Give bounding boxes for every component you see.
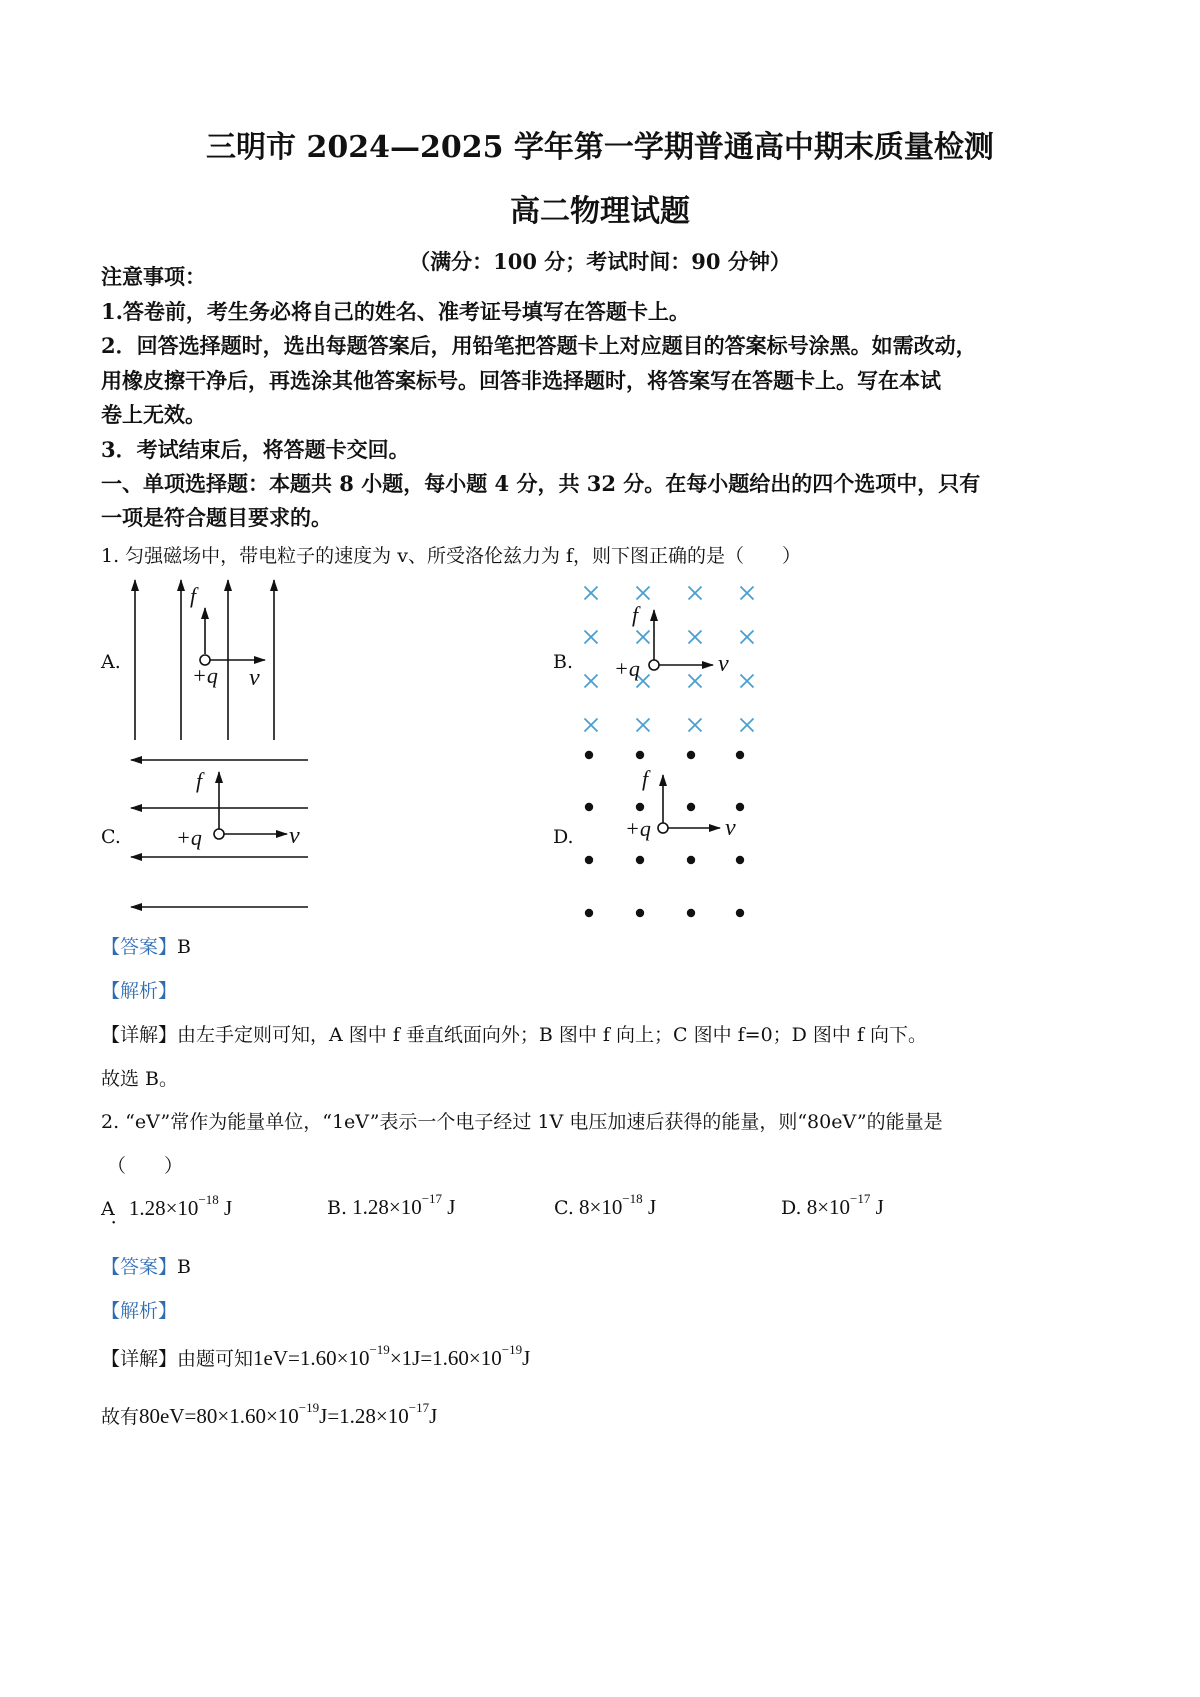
notice-item: 2．回答选择题时，选出每题答案后，用铅笔把答题卡上对应题目的答案标号涂黑。如需改动， — [101, 333, 977, 358]
conclusion-equation — [139, 1400, 438, 1428]
option-mantissa: 8×10 — [806, 1195, 851, 1219]
q1-stem: 1. 匀强磁场中，带电粒子的速度为 v、所受洛伦兹力为 f，则下图正确的是（ ） — [101, 545, 802, 567]
notice-item: 卷上无效。 — [101, 402, 206, 427]
field-into-page-cross — [585, 587, 598, 600]
q1-option-a-label: A. — [101, 651, 121, 673]
option-mantissa: 8×10 — [579, 1195, 623, 1219]
field-into-page-cross — [689, 675, 702, 688]
field-into-page-cross — [637, 719, 650, 732]
field-into-page-cross — [689, 719, 702, 732]
q2-detail — [101, 1344, 530, 1371]
charge-circle — [658, 823, 668, 833]
option-unit: J — [224, 1196, 233, 1220]
option-mantissa: 1.28×10 — [128, 1196, 199, 1220]
charge-label: +q — [625, 816, 651, 841]
notice-heading: 注意事项： — [101, 264, 206, 289]
eq-part: 1eV=1.60×10 — [253, 1346, 370, 1370]
option-exponent: −18 — [622, 1191, 643, 1206]
q1-option-d-label: D. — [553, 826, 574, 848]
velocity-label: v — [725, 815, 736, 841]
field-out-of-page-dot — [736, 856, 744, 864]
eq-exponent: −19 — [369, 1342, 390, 1357]
force-label: f — [642, 766, 649, 791]
velocity-label: v — [289, 823, 300, 849]
section-heading: 一、单项选择题：本题共 8 小题，每小题 4 分，共 32 分。在每小题给出的四个选项中，只有 — [101, 471, 981, 496]
eq-exponent: −19 — [501, 1342, 523, 1357]
field-out-of-page-dot — [687, 909, 695, 917]
option-label: A — [101, 1198, 115, 1220]
q2-stem-cont: （ ） — [107, 1155, 184, 1177]
q2-option-d — [781, 1191, 884, 1220]
option-exponent: −17 — [421, 1191, 443, 1206]
field-into-page-cross — [741, 587, 754, 600]
charge-label: +q — [192, 663, 218, 688]
q2-option-a — [101, 1192, 233, 1228]
eq-part: 80eV=80×1.60×10 — [139, 1404, 299, 1428]
detail-tag: 【详解】 — [101, 1348, 178, 1370]
field-out-of-page-dot — [736, 803, 744, 811]
velocity-label: v — [718, 651, 729, 677]
field-out-of-page-dot — [687, 856, 695, 864]
detail-tag: 【详解】 — [101, 1024, 178, 1046]
option-exponent: −17 — [850, 1191, 871, 1206]
eq-exponent: −19 — [298, 1400, 320, 1415]
field-into-page-cross — [741, 675, 754, 688]
field-out-of-page-dot — [736, 909, 744, 917]
eq-part: J=1.28×10 — [319, 1404, 409, 1428]
notice-item: 用橡皮擦干净后，再选涂其他答案标号。回答非选择题时，将答案写在答题卡上。写在本试 — [101, 368, 941, 393]
force-label: f — [196, 768, 203, 793]
exam-subtitle: 高二物理试题 — [510, 194, 690, 229]
velocity-label: v — [249, 665, 260, 691]
answer-value: B — [177, 1256, 191, 1278]
q2-option-b — [327, 1191, 456, 1220]
field-into-page-cross — [585, 675, 598, 688]
figure-d — [585, 751, 744, 917]
q1-conclusion: 故选 B。 — [101, 1068, 179, 1090]
field-out-of-page-dot — [636, 803, 644, 811]
answer-tag: 【答案】 — [101, 1256, 178, 1278]
q1-analysis-tag: 【解析】 — [101, 980, 178, 1002]
field-into-page-cross — [637, 631, 650, 644]
option-dot: ． — [110, 1206, 130, 1228]
field-out-of-page-dot — [585, 751, 593, 759]
option-unit: J — [875, 1195, 884, 1219]
q2-stem: 2. “eV”常作为能量单位，“1eV”表示一个电子经过 1V 电压加速后获得的能量，则“80eV”的能量是 — [101, 1111, 943, 1133]
field-into-page-cross — [585, 631, 598, 644]
charge-label: +q — [614, 656, 640, 681]
eq-part: ×1J=1.60×10 — [389, 1346, 502, 1370]
figure-b — [585, 587, 754, 732]
field-out-of-page-dot — [636, 856, 644, 864]
field-into-page-cross — [689, 587, 702, 600]
field-out-of-page-dot — [585, 856, 593, 864]
field-out-of-page-dot — [585, 909, 593, 917]
conclusion-text: 故有 — [101, 1406, 140, 1428]
option-label: D. — [781, 1197, 802, 1219]
field-out-of-page-dot — [585, 803, 593, 811]
answer-tag: 【答案】 — [101, 936, 178, 958]
eq-part: J — [522, 1346, 531, 1370]
force-label: f — [190, 583, 197, 608]
field-into-page-cross — [741, 719, 754, 732]
detail-text: 由题可知 — [177, 1348, 254, 1370]
field-into-page-cross — [585, 719, 598, 732]
force-label: f — [632, 602, 639, 627]
option-label: B. — [327, 1197, 348, 1219]
field-out-of-page-dot — [687, 751, 695, 759]
notice-item: 3．考试结束后，将答题卡交回。 — [101, 437, 410, 462]
field-out-of-page-dot — [636, 909, 644, 917]
field-out-of-page-dot — [687, 803, 695, 811]
option-unit: J — [647, 1195, 657, 1219]
field-out-of-page-dot — [636, 751, 644, 759]
q2-analysis-tag: 【解析】 — [101, 1300, 178, 1322]
figure-a — [135, 580, 274, 740]
q1-option-c-label: C. — [101, 826, 121, 848]
field-out-of-page-dot — [736, 751, 744, 759]
charge-circle — [649, 660, 659, 670]
figure-c — [131, 760, 308, 907]
exam-meta: （满分：100 分；考试时间：90 分钟） — [409, 249, 791, 274]
charge-label: +q — [176, 825, 202, 850]
field-into-page-cross — [689, 631, 702, 644]
q1-detail — [101, 1020, 927, 1047]
q2-conclusion — [101, 1402, 437, 1429]
q1-answer — [101, 932, 191, 959]
detail-equation — [253, 1342, 531, 1370]
q1-option-b-label: B. — [553, 651, 574, 673]
charge-circle — [214, 829, 224, 839]
field-into-page-cross — [741, 631, 754, 644]
option-exponent: −18 — [198, 1192, 219, 1207]
notice-item: 1.答卷前，考生务必将自己的姓名、准考证号填写在答题卡上。 — [101, 299, 690, 324]
q2-option-c — [554, 1191, 657, 1220]
eq-exponent: −17 — [408, 1400, 430, 1415]
q2-answer — [101, 1252, 191, 1279]
option-label: C. — [554, 1197, 574, 1219]
option-unit: J — [447, 1195, 456, 1219]
detail-text: 由左手定则可知，A 图中 f 垂直纸面向外；B 图中 f 向上；C 图中 f=0；D 图中 f 向下。 — [177, 1024, 928, 1046]
section-heading-cont: 一项是符合题目要求的。 — [101, 505, 332, 530]
exam-title: 三明市 2024—2025 学年第一学期普通高中期末质量检测 — [206, 130, 994, 165]
option-mantissa: 1.28×10 — [352, 1195, 422, 1219]
answer-value: B — [177, 936, 191, 958]
eq-part: J — [429, 1404, 438, 1428]
field-into-page-cross — [637, 587, 650, 600]
